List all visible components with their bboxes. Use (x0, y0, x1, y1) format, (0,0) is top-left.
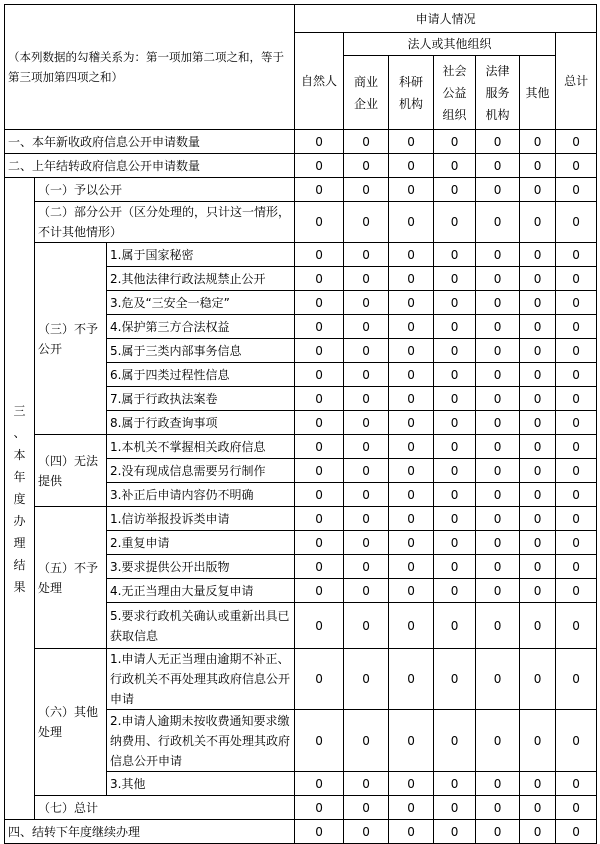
g5-item-value: 0 (556, 507, 597, 531)
g3-item-value: 0 (556, 339, 597, 363)
g3-item-value: 0 (295, 387, 344, 411)
g3-item-value: 0 (389, 291, 434, 315)
g3-item-value: 0 (476, 291, 520, 315)
row-full-disclosure-value: 0 (344, 178, 389, 202)
g3-item-value: 0 (556, 387, 597, 411)
row-total-value: 0 (434, 796, 476, 820)
g6-item-value: 0 (295, 649, 344, 710)
row-carry-forward-label: 四、结转下年度继续办理 (5, 820, 295, 844)
g3-item-value: 0 (389, 267, 434, 291)
g5-item-value: 0 (434, 507, 476, 531)
g6-item-value: 0 (476, 710, 520, 772)
g6-item-value: 0 (295, 772, 344, 796)
g3-item-label: 3.危及“三安全一稳定” (107, 291, 295, 315)
g3-item-value: 0 (389, 387, 434, 411)
g3-item-value: 0 (434, 339, 476, 363)
g3-item-label: 4.保护第三方合法权益 (107, 315, 295, 339)
g3-item-label: 8.属于行政查询事项 (107, 411, 295, 435)
col-natural-person: 自然人 (295, 33, 344, 130)
g4-item-value: 0 (520, 459, 556, 483)
col-business: 商业 企业 (344, 56, 389, 130)
row-full-disclosure-value: 0 (389, 178, 434, 202)
g4-item-value: 0 (389, 435, 434, 459)
g6-item-value: 0 (556, 772, 597, 796)
g3-item-value: 0 (389, 339, 434, 363)
g4-item-value: 0 (476, 459, 520, 483)
g3-item-value: 0 (520, 291, 556, 315)
row-partial-disclosure-value: 0 (344, 202, 389, 243)
g5-item-label: 3.要求提供公开出版物 (107, 555, 295, 579)
g5-item-value: 0 (476, 603, 520, 649)
g5-item-value: 0 (344, 555, 389, 579)
row-new-requests-value: 0 (389, 130, 434, 154)
g5-item-label: 5.要求行政机关确认或重新出具已获取信息 (107, 603, 295, 649)
g6-item-value: 0 (476, 649, 520, 710)
g3-item-value: 0 (344, 339, 389, 363)
g4-item-value: 0 (389, 483, 434, 507)
g6-item-value: 0 (389, 710, 434, 772)
g5-item-value: 0 (434, 579, 476, 603)
g3-item-value: 0 (520, 411, 556, 435)
row-new-requests-value: 0 (476, 130, 520, 154)
g4-item-value: 0 (556, 483, 597, 507)
g5-item-value: 0 (520, 603, 556, 649)
g5-item-value: 0 (434, 603, 476, 649)
g4-item-value: 0 (434, 459, 476, 483)
row-total-value: 0 (295, 796, 344, 820)
g6-item-value: 0 (556, 649, 597, 710)
row-full-disclosure-label: （一）予以公开 (35, 178, 295, 202)
row-carry-forward-value: 0 (434, 820, 476, 844)
row-carry-forward-value: 0 (389, 820, 434, 844)
g3-item-value: 0 (476, 363, 520, 387)
g5-item-value: 0 (434, 555, 476, 579)
g3-item-value: 0 (476, 315, 520, 339)
g5-item-value: 0 (389, 603, 434, 649)
row-total-value: 0 (556, 796, 597, 820)
g3-item-value: 0 (434, 243, 476, 267)
g4-item-value: 0 (344, 459, 389, 483)
row-carried-requests-value: 0 (389, 154, 434, 178)
row-total-value: 0 (476, 796, 520, 820)
g4-item-value: 0 (556, 459, 597, 483)
row-partial-disclosure-value: 0 (389, 202, 434, 243)
g4-item-label: 2.没有现成信息需要另行制作 (107, 459, 295, 483)
g3-item-value: 0 (476, 339, 520, 363)
g5-item-value: 0 (344, 579, 389, 603)
g5-item-value: 0 (556, 555, 597, 579)
g5-item-value: 0 (295, 555, 344, 579)
g3-item-value: 0 (556, 411, 597, 435)
g4-item-value: 0 (344, 435, 389, 459)
g6-group-label: （六）其他处理 (35, 649, 107, 796)
row-carried-requests-value: 0 (520, 154, 556, 178)
g3-item-value: 0 (344, 363, 389, 387)
g5-item-value: 0 (556, 531, 597, 555)
g5-item-value: 0 (295, 507, 344, 531)
g6-item-value: 0 (344, 710, 389, 772)
g6-item-value: 0 (434, 772, 476, 796)
row-new-requests-value: 0 (556, 130, 597, 154)
row-carried-requests-label: 二、上年结转政府信息公开申请数量 (5, 154, 295, 178)
row-full-disclosure-value: 0 (434, 178, 476, 202)
g4-item-value: 0 (476, 435, 520, 459)
g4-item-value: 0 (295, 483, 344, 507)
g3-item-value: 0 (520, 339, 556, 363)
g6-item-value: 0 (389, 649, 434, 710)
g4-item-label: 3.补正后申请内容仍不明确 (107, 483, 295, 507)
g6-item-value: 0 (520, 649, 556, 710)
g6-item-value: 0 (434, 710, 476, 772)
g5-item-value: 0 (556, 603, 597, 649)
row-partial-disclosure-label: （二）部分公开（区分处理的，只计这一情形，不计其他情形） (35, 202, 295, 243)
g5-item-value: 0 (389, 579, 434, 603)
g3-item-value: 0 (434, 315, 476, 339)
g3-item-value: 0 (389, 411, 434, 435)
g6-item-value: 0 (556, 710, 597, 772)
row-partial-disclosure-value: 0 (434, 202, 476, 243)
row-carried-requests-value: 0 (295, 154, 344, 178)
g5-item-value: 0 (295, 531, 344, 555)
g3-item-value: 0 (434, 411, 476, 435)
row-new-requests-value: 0 (295, 130, 344, 154)
col-legal-service: 法律 服务 机构 (476, 56, 520, 130)
row-partial-disclosure-value: 0 (295, 202, 344, 243)
g3-item-value: 0 (520, 363, 556, 387)
g3-item-value: 0 (389, 363, 434, 387)
g4-item-value: 0 (520, 483, 556, 507)
row-partial-disclosure-value: 0 (476, 202, 520, 243)
g6-item-value: 0 (520, 710, 556, 772)
g6-item-value: 0 (434, 649, 476, 710)
g3-item-value: 0 (556, 363, 597, 387)
g4-item-value: 0 (295, 459, 344, 483)
g3-item-value: 0 (389, 315, 434, 339)
g5-item-label: 2.重复申请 (107, 531, 295, 555)
row-new-requests-value: 0 (434, 130, 476, 154)
row-full-disclosure-value: 0 (476, 178, 520, 202)
g3-item-value: 0 (344, 243, 389, 267)
g6-item-value: 0 (344, 649, 389, 710)
g5-item-value: 0 (344, 603, 389, 649)
g3-item-value: 0 (520, 387, 556, 411)
g3-item-label: 6.属于四类过程性信息 (107, 363, 295, 387)
g5-item-value: 0 (476, 579, 520, 603)
g5-item-value: 0 (389, 555, 434, 579)
g3-item-label: 2.其他法律行政法规禁止公开 (107, 267, 295, 291)
g3-item-value: 0 (476, 387, 520, 411)
g6-item-value: 0 (344, 772, 389, 796)
g3-item-value: 0 (344, 387, 389, 411)
g5-item-value: 0 (520, 555, 556, 579)
g3-item-value: 0 (476, 411, 520, 435)
g5-item-value: 0 (476, 531, 520, 555)
g3-item-value: 0 (520, 243, 556, 267)
g3-item-value: 0 (520, 267, 556, 291)
g6-item-value: 0 (389, 772, 434, 796)
g3-item-value: 0 (389, 243, 434, 267)
g3-item-value: 0 (434, 387, 476, 411)
g4-item-label: 1.本机关不掌握相关政府信息 (107, 435, 295, 459)
g4-item-value: 0 (389, 459, 434, 483)
g3-item-label: 5.属于三类内部事务信息 (107, 339, 295, 363)
g5-item-value: 0 (520, 579, 556, 603)
g5-item-value: 0 (295, 603, 344, 649)
col-other: 其他 (520, 56, 556, 130)
g4-item-value: 0 (476, 483, 520, 507)
g3-item-value: 0 (476, 243, 520, 267)
g3-item-value: 0 (476, 267, 520, 291)
col-research: 科研 机构 (389, 56, 434, 130)
row-total-label: （七）总计 (35, 796, 295, 820)
row-new-requests-label: 一、本年新收政府信息公开申请数量 (5, 130, 295, 154)
g3-item-label: 7.属于行政执法案卷 (107, 387, 295, 411)
g6-item-label: 1.申请人无正当理由逾期不补正、行政机关不再处理其政府信息公开申请 (107, 649, 295, 710)
header-note: （本列数据的勾稽关系为：第一项加第二项之和，等于第三项加第四项之和） (5, 5, 295, 130)
g3-item-value: 0 (344, 411, 389, 435)
g3-item-value: 0 (520, 315, 556, 339)
g5-item-value: 0 (476, 555, 520, 579)
g5-item-value: 0 (520, 507, 556, 531)
section-3-label: 三 、 本 年 度 办 理 结 果 (5, 178, 35, 820)
g5-item-value: 0 (476, 507, 520, 531)
g3-item-value: 0 (295, 315, 344, 339)
row-carried-requests-value: 0 (556, 154, 597, 178)
g3-item-value: 0 (295, 411, 344, 435)
g3-item-value: 0 (434, 291, 476, 315)
g4-item-value: 0 (434, 435, 476, 459)
g5-group-label: （五）不予处理 (35, 507, 107, 649)
row-carry-forward-value: 0 (295, 820, 344, 844)
g4-item-value: 0 (434, 483, 476, 507)
g3-item-value: 0 (295, 243, 344, 267)
g5-item-value: 0 (344, 531, 389, 555)
g3-item-value: 0 (434, 267, 476, 291)
g5-item-label: 1.信访举报投诉类申请 (107, 507, 295, 531)
g3-group-label: （三）不予公开 (35, 243, 107, 435)
g3-item-value: 0 (556, 315, 597, 339)
g6-item-value: 0 (476, 772, 520, 796)
info-disclosure-table (4, 4, 597, 844)
legal-org-header: 法人或其他组织 (344, 33, 556, 56)
g3-item-value: 0 (556, 243, 597, 267)
row-full-disclosure-value: 0 (520, 178, 556, 202)
col-total: 总计 (556, 33, 597, 130)
g6-item-label: 2.申请人逾期未按收费通知要求缴纳费用、行政机关不再处理其政府信息公开申请 (107, 710, 295, 772)
row-carried-requests-value: 0 (344, 154, 389, 178)
g4-item-value: 0 (344, 483, 389, 507)
row-partial-disclosure-value: 0 (520, 202, 556, 243)
g5-item-value: 0 (434, 531, 476, 555)
g3-item-value: 0 (556, 267, 597, 291)
row-carried-requests-value: 0 (476, 154, 520, 178)
g4-item-value: 0 (556, 435, 597, 459)
row-carry-forward-value: 0 (344, 820, 389, 844)
g4-item-value: 0 (295, 435, 344, 459)
g6-item-value: 0 (520, 772, 556, 796)
g5-item-value: 0 (344, 507, 389, 531)
row-full-disclosure-value: 0 (556, 178, 597, 202)
g3-item-label: 1.属于国家秘密 (107, 243, 295, 267)
g5-item-value: 0 (389, 531, 434, 555)
row-carry-forward-value: 0 (520, 820, 556, 844)
g5-item-value: 0 (389, 507, 434, 531)
g4-group-label: （四）无法提供 (35, 435, 107, 507)
g3-item-value: 0 (295, 363, 344, 387)
row-carry-forward-value: 0 (476, 820, 520, 844)
row-carry-forward-value: 0 (556, 820, 597, 844)
g5-item-value: 0 (556, 579, 597, 603)
g6-item-label: 3.其他 (107, 772, 295, 796)
row-carried-requests-value: 0 (434, 154, 476, 178)
row-total-value: 0 (389, 796, 434, 820)
g3-item-value: 0 (295, 267, 344, 291)
g4-item-value: 0 (520, 435, 556, 459)
g3-item-value: 0 (434, 363, 476, 387)
g3-item-value: 0 (344, 291, 389, 315)
row-total-value: 0 (520, 796, 556, 820)
row-full-disclosure-value: 0 (295, 178, 344, 202)
g5-item-value: 0 (520, 531, 556, 555)
row-new-requests-value: 0 (344, 130, 389, 154)
row-partial-disclosure-value: 0 (556, 202, 597, 243)
g3-item-value: 0 (556, 291, 597, 315)
row-new-requests-value: 0 (520, 130, 556, 154)
g6-item-value: 0 (295, 710, 344, 772)
applicant-situation-header: 申请人情况 (295, 5, 597, 33)
g3-item-value: 0 (344, 315, 389, 339)
g3-item-value: 0 (295, 339, 344, 363)
g5-item-value: 0 (295, 579, 344, 603)
g3-item-value: 0 (295, 291, 344, 315)
row-total-value: 0 (344, 796, 389, 820)
g3-item-value: 0 (344, 267, 389, 291)
g5-item-label: 4.无正当理由大量反复申请 (107, 579, 295, 603)
col-public-welfare: 社会 公益 组织 (434, 56, 476, 130)
